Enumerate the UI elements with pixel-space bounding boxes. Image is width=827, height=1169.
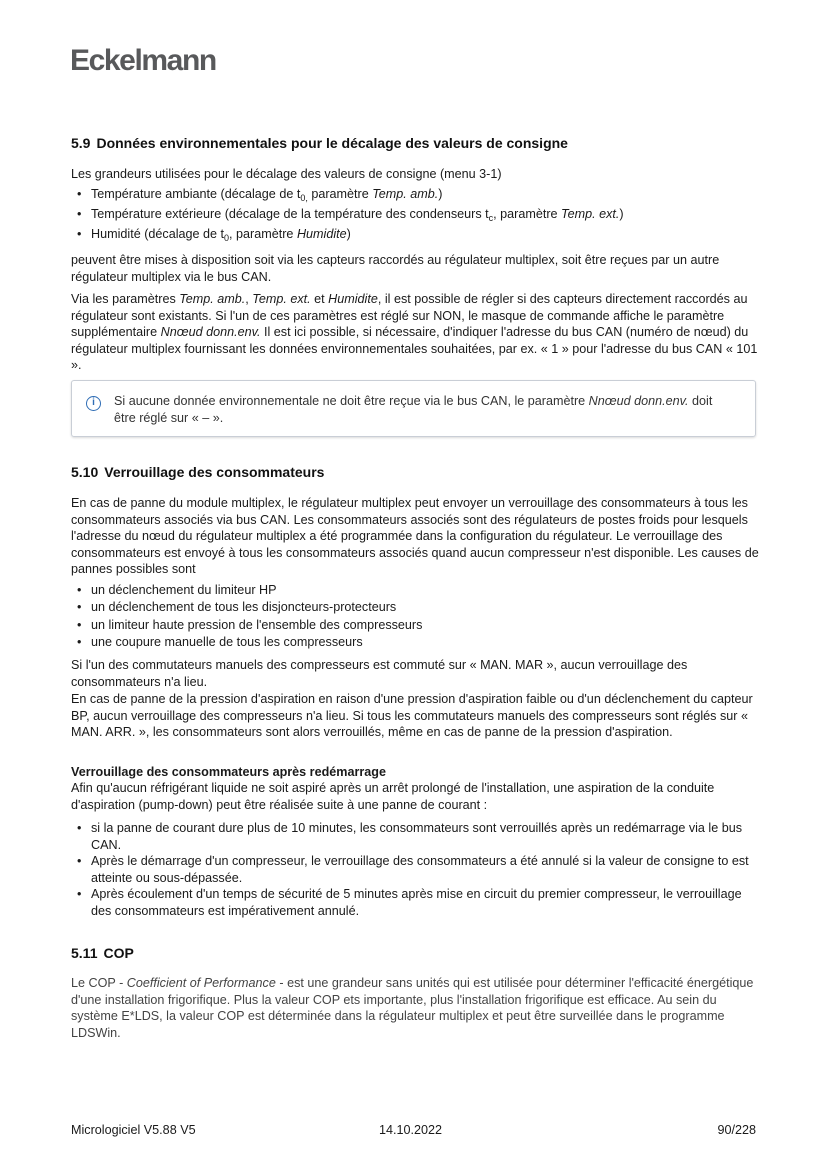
text-run: Si aucune donnée environnementale ne doit être reçue via le bus CAN, le paramètre: [114, 394, 589, 408]
italic-text: Temp. ext.: [561, 207, 620, 221]
text-run: Via les paramètres: [71, 292, 180, 306]
subscript: 0: [224, 233, 230, 243]
text-run: doit être réglé sur « – ».: [114, 394, 713, 425]
section-5-9-heading: [71, 134, 759, 152]
text-run: Température ambiante (décalage de t: [91, 187, 301, 201]
text-run: Les grandeurs utilisées pour le décalage des valeurs de consigne (menu 3-1): [71, 167, 502, 181]
section-5-11-heading: [71, 944, 759, 962]
info-note: [71, 380, 756, 437]
text-run: ): [438, 187, 443, 201]
subheading-text: Verrouillage des consommateurs après redémarrage: [71, 765, 386, 779]
section-title: Verrouillage des consommateurs: [104, 464, 325, 480]
text-run: ,: [245, 292, 253, 306]
list-item: [71, 617, 759, 634]
paragraph: [71, 657, 759, 690]
paragraph: [71, 291, 759, 374]
list-item: [71, 820, 759, 853]
text-run: un déclenchement de tous les disjoncteurs-protecteurs: [91, 600, 397, 615]
list-item: [71, 204, 759, 224]
list-item: [71, 599, 759, 616]
text-run: si la panne de courant dure plus de 10 minutes, les consommateurs sont verrouillés après un redémarrage via le bus CAN.: [91, 821, 743, 852]
list-item: [71, 582, 759, 599]
text-run: Afin qu'aucun réfrigérant liquide ne soit aspiré après un arrêt prolongé de l'installation, une aspiration de la conduite d'aspiration (pump-down) peut être réalisée suite à une panne de courant :: [71, 781, 715, 812]
text-run: ): [346, 227, 351, 241]
footer-version: Micrologiciel V5.88 V5: [71, 1123, 196, 1137]
section-number: 5.9: [71, 135, 91, 151]
info-icon: i: [86, 396, 101, 411]
italic-text: Coefficient of Performance: [126, 976, 276, 990]
italic-text: Humidite: [296, 227, 347, 241]
subheading: [71, 764, 759, 781]
text-run: peuvent être mises à disposition soit via les capteurs raccordés au régulateur multiplex, soit être reçues par un autre régulateur multiplex via le bus CAN.: [71, 253, 720, 284]
footer-page-number: 90/228: [717, 1123, 756, 1137]
text-run: un limiteur haute pression de l'ensemble des compresseurs: [91, 617, 423, 632]
paragraph: [71, 975, 759, 1041]
section-5-10-heading: [71, 463, 759, 481]
italic-text: Nnœud donn.env.: [588, 394, 689, 408]
paragraph: [71, 252, 759, 285]
text-run: ): [619, 207, 624, 221]
italic-text: Humidite: [328, 292, 378, 306]
subscript: c: [488, 213, 494, 223]
text-run: Température extérieure (décalage de la température des condenseurs t: [91, 207, 489, 221]
text-run: paramètre: [307, 187, 373, 201]
italic-text: Temp. ext.: [252, 292, 311, 306]
text-run: En cas de panne de la pression d'aspiration en raison d'une pression d'aspiration faible ou d'un déclenchement du capteur BP, aucun verrouillage des compresseurs n'a lieu. Si tous les commutateurs manuels des compresseurs sont réglés sur « MAN. ARR. », les consommateurs sont alors verrouillés, même en cas de panne de la pression d'aspiration.: [71, 692, 753, 740]
list-item: [71, 886, 759, 919]
bullet-list: [71, 820, 759, 920]
text-run: Si l'un des commutateurs manuels des compresseurs est commuté sur « MAN. MAR », aucun verrouillage des consommateurs n'a lieu.: [71, 658, 688, 689]
section-title: COP: [103, 945, 134, 961]
list-item: [71, 224, 759, 244]
paragraph: [71, 691, 759, 741]
eckelmann-logo: Eckelmann: [70, 44, 216, 77]
section-title: Données environnementales pour le décalage des valeurs de consigne: [96, 135, 568, 151]
bullet-list: [71, 184, 759, 244]
text-run: Après écoulement d'un temps de sécurité de 5 minutes après mise en circuit du premier compresseur, le verrouillage des consommateurs est impérativement annulé.: [91, 887, 742, 918]
text-run: Le COP -: [71, 976, 127, 990]
italic-text: Nnœud donn.env.: [160, 325, 261, 340]
text-run: Humidité (décalage de t: [91, 227, 225, 241]
paragraph: [71, 780, 759, 813]
paragraph: [71, 495, 759, 578]
list-item: [71, 184, 759, 204]
text-run: - est une grandeur sans unités qui est utilisée pour déterminer l'efficacité énergétique d'une installation frigorifique. Plus la valeur COP ets importante, plus l'installation frigorifique est efficace. Au sein du système E*LDS, la valeur COP est déterminée dans la régulateur multiplex et peut être surveillée dans le programme LDSWin.: [71, 976, 754, 1040]
section-number: 5.11: [71, 945, 98, 961]
text-run: , paramètre: [493, 207, 562, 221]
text-run: , il est possible de régler si des capteurs directement raccordés au régulateur sont existants. Si l'un de ces paramètres est réglé sur NON, le masque de commande affiche le paramètre supplémentaire: [71, 292, 748, 340]
text-run: , paramètre: [229, 227, 297, 241]
list-item: [71, 853, 759, 886]
italic-text: Temp. amb.: [372, 187, 439, 201]
text-run: un déclenchement du limiteur HP: [91, 583, 277, 597]
italic-text: Temp. amb.: [179, 292, 246, 306]
footer-date: 14.10.2022: [379, 1123, 443, 1137]
text-run: Il est ici possible, si nécessaire, d'indiquer l'adresse du bus CAN (numéro de nœud) du régulateur multiplex fournissant les données environnementales souhaitées, par ex. « 1 » pour l'adresse du bus CAN « 101 ».: [71, 325, 758, 373]
paragraph: [71, 166, 759, 183]
text-run: et: [310, 292, 329, 306]
list-item: [71, 634, 759, 651]
text-run: En cas de panne du module multiplex, le régulateur multiplex peut envoyer un verrouillage des consommateurs à tous les consommateurs associés via bus CAN. Les consommateurs associés sont des régulateurs de postes froids pour lesquels l'adresse du nœud du régulateur multiplex a été programmée dans la configuration du régulateur. Le verrouillage des consommateurs est envoyé à tous les consommateurs associés quand aucun compresseur n'est disponible. Les causes de pannes possibles sont: [71, 496, 759, 577]
bullet-list: [71, 582, 759, 651]
section-number: 5.10: [71, 464, 99, 480]
subscript: 0,: [300, 193, 308, 203]
text-run: Après le démarrage d'un compresseur, le verrouillage des consommateurs a été annulé si la valeur de consigne to est atteinte ou sous-dépassée.: [91, 854, 749, 885]
note-text: [114, 393, 714, 426]
text-run: une coupure manuelle de tous les compresseurs: [91, 634, 363, 649]
